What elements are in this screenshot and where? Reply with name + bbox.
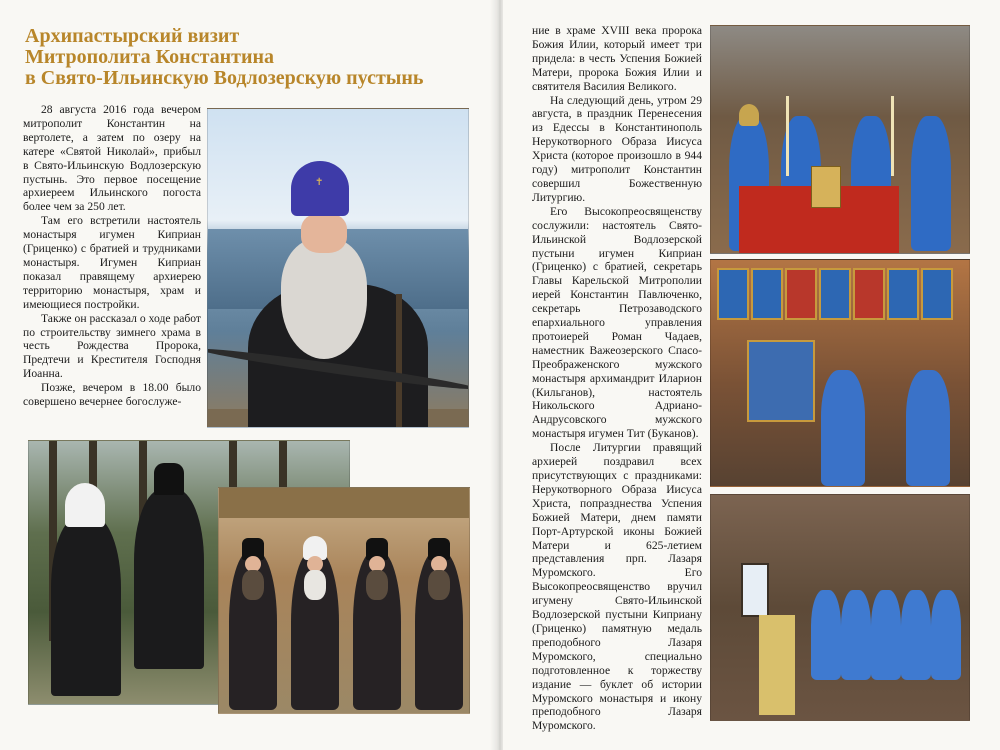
paragraph: Также он рассказал о ходе работ по строительству зимнего храма в честь Рождества Пророка, Предтечи и Крестителя Господня Иоанна. (23, 311, 201, 381)
paragraph: 28 августа 2016 года вечером митрополит Константин на вертолете, а затем по озеру на катере «Святой Николай», прибыл в Свято-Ильинскую Водлозерскую пустынь. Это первое посещение архиереем Ильинского погоста более чем за 250 лет. (23, 103, 201, 214)
photo-metropolitan-portrait (207, 108, 469, 428)
candle (786, 96, 789, 176)
abbot-figure (134, 489, 204, 669)
vested-clergy (811, 590, 841, 680)
roof (219, 488, 469, 518)
vested-clergy (841, 590, 871, 680)
white-beard (281, 239, 367, 359)
photo-iconostasis (710, 259, 970, 487)
beard (242, 570, 264, 600)
left-text-column (23, 103, 201, 409)
mitre (739, 104, 759, 126)
icon-image (853, 268, 885, 320)
paragraph: ние в храме XVIII века пророка Божия Илии, который имеет три придела: в честь Успения Божией Матери, пророка Божия Илии и святителя Василия Великого. (532, 24, 702, 93)
icon-image (921, 268, 953, 320)
vested-clergy (871, 590, 901, 680)
face (301, 213, 347, 253)
carved-lectern (759, 615, 795, 715)
candle (891, 96, 894, 176)
title-line-1: Архипастырский визит (25, 25, 240, 47)
white-klobuk (65, 483, 105, 527)
photo-altar-service (710, 25, 970, 254)
purple-klobuk (291, 161, 349, 216)
beard (428, 570, 450, 600)
cross-icon: ✝ (315, 177, 324, 188)
paragraph: Там его встретили настоятель монастыря игумен Киприан (Гриценко) с братией и трудниками монастыря. Игумен Киприан показал правящему архиерею территорию монастыря, храм и имеющиеся постройки. (23, 214, 201, 311)
icon-image (751, 268, 783, 320)
vested-clergy (901, 590, 931, 680)
metropolitan-figure (51, 516, 121, 696)
paragraph: Позже, вечером в 18.00 было совершено вечернее богослуже- (23, 381, 201, 409)
gospel-book (811, 166, 841, 208)
paragraph: После Литургии правящий архиерей поздравил всех присутствующих с праздниками: Нерукотворного Образа Иисуса Христа, попразднества Успения Божией Матери, днем памяти Порт-Артурской иконы Божией Матери и 625-летием представления прп. Лазаря Муромского. Его Высокопреосвященство вручил игумену Свято-Ильинской Водлозерской пустыни Киприану (Гриценко) памятную медаль преподобного Лазаря Муромского, специально подготовленное к торжеству издание — буклет об истории Муромского монастыря и икону преподобного Лазаря Муромского. (532, 441, 702, 733)
church-window (741, 563, 769, 617)
icon-image (717, 268, 749, 320)
christ-icon (747, 340, 815, 422)
paragraph: Его Высокопреосвященству сослужили: настоятель Свято-Ильинской Водлозерской пустыни игумен Киприан (Гриценко) с братией, секретарь Главы Карельской Митрополии иерей Константин Павлюченко, секретарь Петрозаводского епархиального управления протоиерей Роман Чадаев, наместник Важеозерского Спасо-Преображенского мужского монастыря архимандрит Иларион (Кильганов), настоятель Никольского Адриано-Андрусовского мужского монастыря игумен Тит (Буканов). (532, 204, 702, 441)
vested-clergy (821, 370, 865, 486)
article-title (25, 26, 495, 89)
icon-image (887, 268, 919, 320)
beard (304, 570, 326, 600)
icon-image (819, 268, 851, 320)
vested-clergy (911, 116, 951, 251)
title-line-3: в Свято-Ильинскую Водлозерскую пустынь (25, 67, 424, 89)
right-text-column (532, 24, 702, 733)
staff (396, 294, 402, 428)
paragraph: На следующий день, утром 29 августа, в праздник Перенесения из Едессы в Константинополь Нерукотворного Образа Иисуса Христа (которое произошло в 944 году) митрополит Константин совершил Божественную Литургию. (532, 93, 702, 204)
vested-clergy (906, 370, 950, 486)
title-line-2: Митрополита Константина (25, 46, 275, 68)
beard (366, 570, 388, 600)
vested-clergy (931, 590, 961, 680)
photo-church-interior (710, 494, 970, 721)
photo-four-clergy (218, 487, 470, 714)
icon-image (785, 268, 817, 320)
left-page (0, 0, 497, 750)
black-klobuk (154, 463, 184, 495)
